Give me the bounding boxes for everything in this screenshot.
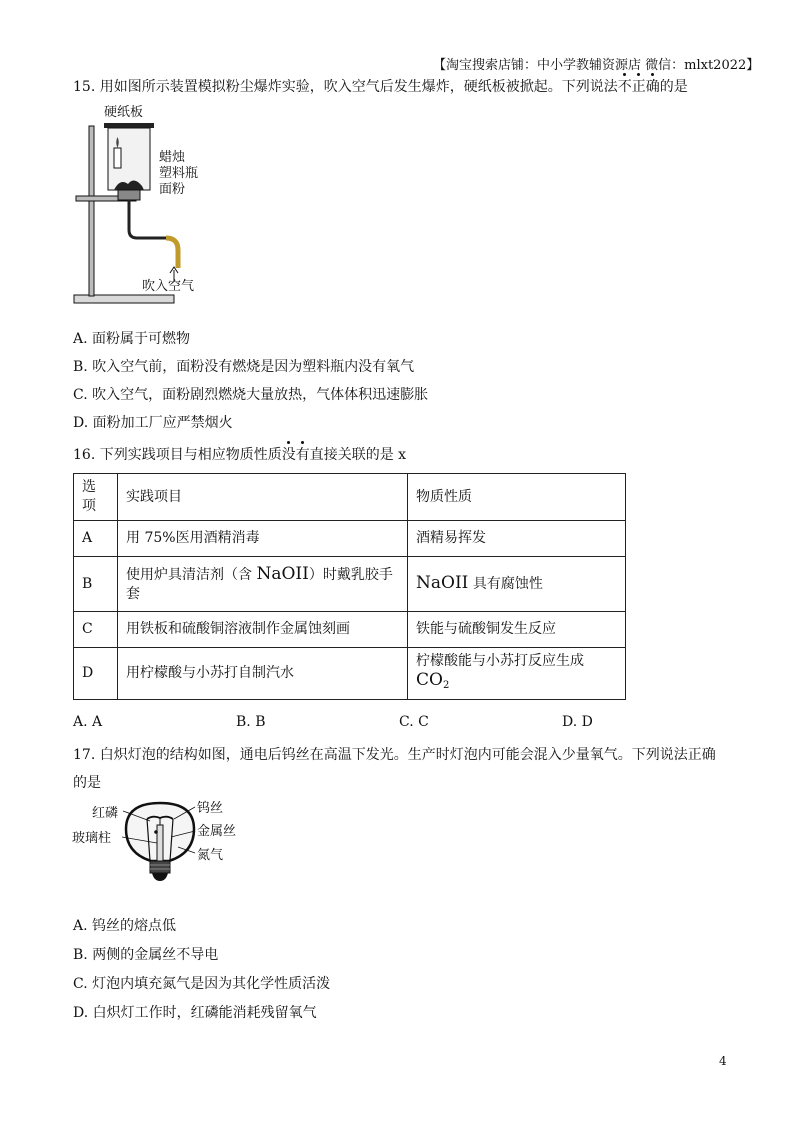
- red-phosphorus: [154, 830, 158, 834]
- q16-table: [73, 473, 626, 700]
- table-header-row: [74, 474, 626, 521]
- row-option: A: [74, 521, 118, 557]
- table-row: [74, 557, 626, 612]
- row-practice: 用 75%医用酒精消毒: [118, 521, 408, 557]
- label-glass-column: 玻璃柱: [72, 831, 112, 846]
- q15-option-a: A. 面粉属于可燃物: [73, 331, 191, 347]
- chem-formula: NaOII: [256, 563, 309, 584]
- q17-light-bulb-figure: [70, 797, 250, 897]
- q16-stem-before: 16. 下列实践项目与相应物质性质: [73, 447, 282, 463]
- bulb-screw-base: [150, 861, 170, 873]
- row-property: 铁能与硫酸铜发生反应: [408, 612, 626, 648]
- property-text-pre: 柠檬酸能与小苏打反应生成: [416, 653, 584, 669]
- stand-pole: [89, 126, 94, 296]
- cardboard: [104, 123, 154, 128]
- q15-stem: [73, 77, 688, 97]
- q16-answer-d: D. D: [562, 714, 593, 730]
- q15-emphasis-char-3: 确: [645, 79, 660, 95]
- q15-emphasis-char-1: 不: [617, 79, 632, 95]
- header-practice: 实践项目: [118, 474, 408, 521]
- table-row: [74, 612, 626, 648]
- bulb-contact: [152, 873, 168, 881]
- practice-text-pre: 使用炉具清洁剂（含: [126, 566, 257, 583]
- label-cardboard: 硬纸板: [104, 105, 144, 120]
- label-tungsten: 钨丝: [197, 801, 224, 816]
- label-nitrogen: 氮气: [197, 848, 224, 863]
- table-row: [74, 521, 626, 557]
- label-flour: 面粉: [159, 182, 186, 197]
- q16-answer-c: C. C: [399, 714, 429, 730]
- label-blow-air: 吹入空气: [142, 279, 195, 294]
- row-option: C: [74, 612, 118, 648]
- chem-formula: CO: [416, 670, 443, 690]
- rubber-tube: [166, 238, 178, 268]
- q16-answer-a: A. A: [73, 714, 103, 730]
- row-option: D: [74, 648, 118, 700]
- q17-option-c: C. 灯泡内填充氮气是因为其化学性质活泼: [73, 976, 331, 992]
- glass-column: [157, 825, 163, 861]
- chem-formula: NaOII: [416, 573, 469, 593]
- property-text-post: 具有腐蚀性: [468, 576, 543, 592]
- row-practice: 用柠檬酸与小苏打自制汽水: [118, 648, 408, 700]
- label-red-phosphorus: 红磷: [92, 806, 119, 821]
- row-option: B: [74, 557, 118, 612]
- q15-dust-explosion-figure: [70, 100, 230, 310]
- q16-answer-b: B. B: [236, 714, 266, 730]
- row-practice: 用铁板和硫酸铜溶液制作金属蚀刻画: [118, 612, 408, 648]
- header-option: 选项: [74, 474, 118, 521]
- practice-text-post: ）时戴乳胶手套: [126, 566, 393, 602]
- candle: [114, 148, 121, 168]
- q15-stem-before: 15. 用如图所示装置模拟粉尘爆炸实验，吹入空气后发生爆炸，硬纸板被掀起。下列说法: [73, 79, 618, 95]
- q16-stem: [73, 445, 406, 465]
- label-candle: 蜡烛: [159, 150, 186, 165]
- header-property: 物质性质: [408, 474, 626, 521]
- shop-notice: 【淘宝搜索店铺：中小学教辅资源店 微信：mlxt2022】: [433, 58, 760, 73]
- q15-option-d: D. 面粉加工厂应严禁烟火: [73, 415, 233, 431]
- q15-emphasis-char-2: 正: [631, 79, 646, 95]
- row-practice: [118, 557, 408, 612]
- q17-stem-line-2: 的是: [73, 775, 101, 791]
- row-property: [408, 648, 626, 700]
- table-row: [74, 648, 626, 700]
- label-plastic-bottle: 塑料瓶: [159, 166, 199, 181]
- q17-option-d: D. 白炽灯工作时，红磷能消耗残留氧气: [73, 1005, 317, 1021]
- q17-stem-line-1: 17. 白炽灯泡的结构如图，通电后钨丝在高温下发光。生产时灯泡内可能会混入少量氧气。下列说法正确: [73, 747, 716, 763]
- q15-stem-after: 的是: [659, 79, 688, 95]
- q16-emphasis-char-1: 没: [281, 447, 296, 463]
- row-property: 酒精易挥发: [408, 521, 626, 557]
- q17-option-b: B. 两侧的金属丝不导电: [73, 947, 219, 963]
- q17-option-a: A. 钨丝的熔点低: [73, 918, 177, 934]
- q15-option-b: B. 吹入空气前，面粉没有燃烧是因为塑料瓶内没有氧气: [73, 359, 415, 375]
- glass-tube: [129, 200, 168, 238]
- q15-option-c: C. 吹入空气，面粉剧烈燃烧大量放热，气体体积迅速膨胀: [73, 387, 429, 403]
- q16-stem-after: 直接关联的是 x: [309, 447, 407, 463]
- label-metal-wire: 金属丝: [197, 824, 237, 839]
- chem-subscript: 2: [442, 680, 450, 691]
- page-number: 4: [719, 1054, 727, 1068]
- bottle-neck: [118, 190, 140, 200]
- q16-emphasis-char-2: 有: [295, 447, 310, 463]
- row-property: [408, 557, 626, 612]
